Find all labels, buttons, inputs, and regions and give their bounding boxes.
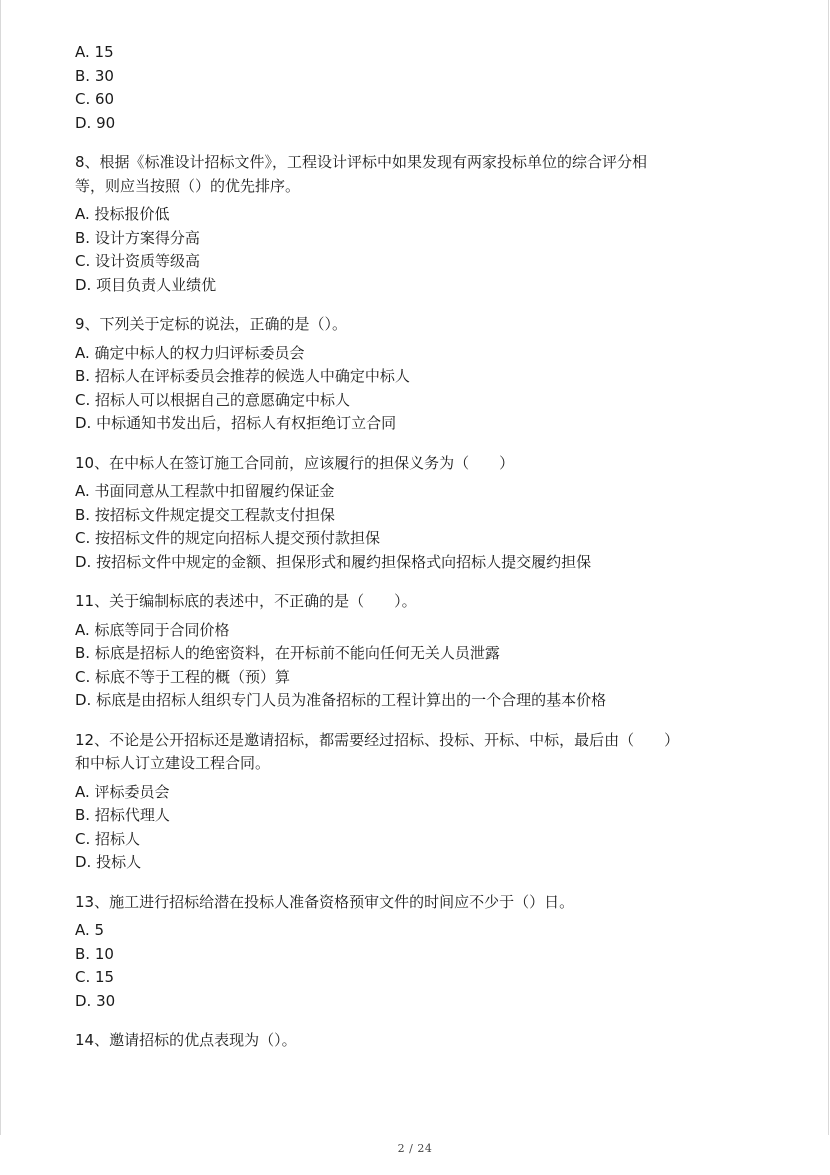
option-a: A. 投标报价低 [75, 205, 170, 223]
question-8 [75, 151, 765, 297]
option-d: D. 中标通知书发出后，招标人有权拒绝订立合同 [75, 414, 397, 432]
option-c: C. 设计资质等级高 [75, 252, 201, 270]
document-content [75, 41, 765, 1058]
question-title: 14、邀请招标的优点表现为（）。 [75, 1031, 297, 1049]
option-c: C. 60 [75, 90, 115, 108]
question-title: 8、根据《标准设计招标文件》，工程设计评标中如果发现有两家投标单位的综合评分相 等，则应当按照（）的优先排序。 [75, 153, 648, 195]
option-b: B. 标底是招标人的绝密资料，在开标前不能向任何无关人员泄露 [75, 644, 500, 662]
option-d: D. 标底是由招标人组织专门人员为准备招标的工程计算出的一个合理的基本价格 [75, 691, 607, 709]
page-number: 2 / 24 [397, 1142, 433, 1155]
option-c: C. 15 [75, 968, 115, 986]
option-d: D. 投标人 [75, 853, 142, 871]
option-a: A. 评标委员会 [75, 782, 170, 801]
option-b: B. 10 [75, 944, 114, 963]
option-a: A. 5 [75, 921, 105, 939]
option-d: D. 30 [75, 991, 116, 1010]
option-c: C. 招标人可以根据自己的意愿确定中标人 [75, 390, 351, 409]
question-title: 11、关于编制标底的表述中，不正确的是（ ）。 [75, 592, 417, 610]
question-7-options [75, 41, 765, 135]
option-b: B. 30 [75, 66, 114, 85]
question-14 [75, 1029, 765, 1053]
question-9 [75, 313, 765, 436]
option-d: D. 按招标文件中规定的金额、担保形式和履约担保格式向招标人提交履约担保 [75, 552, 592, 571]
question-10 [75, 452, 765, 575]
question-title: 10、在中标人在签订施工合同前，应该履行的担保义务为（ ） [75, 453, 515, 472]
question-title: 13、施工进行招标给潜在投标人准备资格预审文件的时间应不少于（）日。 [75, 892, 575, 911]
option-b: B. 按招标文件规定提交工程款支付担保 [75, 505, 335, 524]
option-b: B. 设计方案得分高 [75, 228, 200, 247]
option-d: D. 90 [75, 113, 116, 132]
option-c: C. 标底不等于工程的概（预）算 [75, 667, 291, 686]
option-b: B. 招标代理人 [75, 806, 170, 824]
option-a: A. 确定中标人的权力归评标委员会 [75, 343, 305, 362]
question-13 [75, 891, 765, 1014]
option-b: B. 招标人在评标委员会推荐的候选人中确定中标人 [75, 367, 410, 385]
option-d: D. 项目负责人业绩优 [75, 275, 217, 294]
option-a: A. 15 [75, 43, 114, 61]
question-11 [75, 590, 765, 713]
option-a: A. 书面同意从工程款中扣留履约保证金 [75, 482, 335, 500]
question-12 [75, 729, 765, 875]
option-c: C. 招标人 [75, 829, 141, 848]
option-a: A. 标底等同于合同价格 [75, 620, 230, 639]
question-title: 9、下列关于定标的说法，正确的是（）。 [75, 315, 348, 333]
question-title: 12、不论是公开招标还是邀请招标，都需要经过招标、投标、开标、中标，最后由（ ） 和中标人订立建设工程合同。 [75, 730, 680, 772]
option-c: C. 按招标文件的规定向招标人提交预付款担保 [75, 529, 381, 547]
